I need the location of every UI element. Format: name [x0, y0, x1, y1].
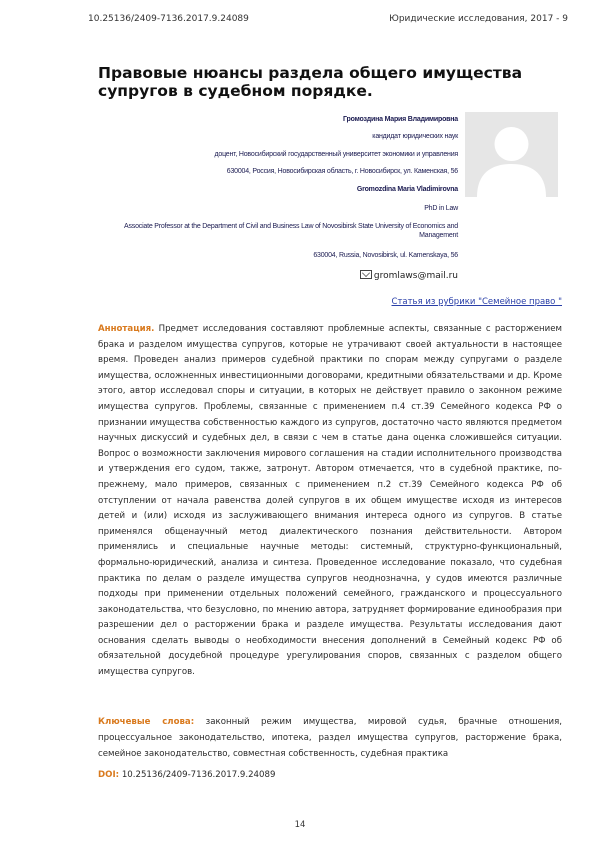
author-address-en: 630004, Russia, Novosibirsk, ul. Kamenskaya, 56	[313, 252, 458, 259]
rubric-link[interactable]: Статья из рубрики "Семейное право "	[391, 297, 562, 307]
author-photo	[465, 112, 558, 197]
envelope-icon	[360, 270, 372, 279]
doi-label: DOI:	[98, 770, 120, 780]
keywords	[98, 714, 562, 762]
email-text[interactable]: gromlaws@mail.ru	[373, 271, 458, 281]
header-journal: Юридические исследования, 2017 - 9	[389, 14, 568, 24]
page-number: 14	[294, 820, 306, 830]
author-position-ru: доцент, Новосибирский государственный университет экономики и управления	[214, 151, 458, 158]
abstract-text: Предмет исследования составляют проблемные аспекты, связанные с расторжением брака и разделом имущества супругов, которые не утрачивают своей актуальности в настоящее время. Проведен анализ примеров судебной практики по спорам между супругами о разделе имущества, осложненных инвестиционными договорами, кредитными обязательствами и др. Кроме этого, автор исследовал споры и ситуации, в которых не действует правило о законном режиме имущества супругов. Проблемы, связанные с применением п.4 ст.39 Семейного кодекса РФ о признании имущества собственностью каждого из супругов, достаточно часто являются предметом научных дискуссий и судебных дел, в связи с чем в статье дана оценка сложившейся ситуации. Вопрос о возможности заключения мирового соглашения на стадии исполнительного производства и утверждения его судом, также, затронут. Автором отмечается, что в судебной практике, по-прежнему, мало примеров, связанных с применением п.2 ст.39 Семейного кодекса РФ об отступлении от начала равенства долей супругов в их общем имуществе исходя из интересов детей и (или) исходя из заслуживающего внимания интереса одного из супругов. В статье применялся общенаучный метод диалектического познания действительности. Автором применялись и специальные научные методы: системный, структурно-функциональный, формально-юридический, анализа и синтеза. Проведенное исследование показало, что судебная практика по делам о разделе имущества супругов неоднозначна, у судов имеются различные подходы при применении отдельных положений семейного, гражданского и процессуального законодательства, что безусловно, по мнению автора, затрудняет формирование единообразия при разрешении дел о расторжении брака и разделе имущества. Результаты исследования дают основания сделать выводы о необходимости внесения дополнений в Семейный кодекс РФ об обязательной досудебной процедуре урегулирования споров, связанных с разделом общего имущества супругов.	[98, 324, 563, 678]
author-address-ru: 630004, Россия, Новосибирская область, г. Новосибирск, ул. Каменская, 56	[226, 168, 458, 175]
doi-value: 10.25136/2409-7136.2017.9.24089	[121, 770, 276, 780]
author-email[interactable]	[320, 270, 458, 281]
doi	[98, 770, 275, 780]
abstract-label: Аннотация.	[98, 324, 155, 334]
author-degree-ru: кандидат юридических наук	[372, 133, 458, 140]
keywords-text: законный режим имущества, мировой судья, брачные отношения, процессуальное законодательство, ипотека, раздел имущества супругов, расторжение брака, семейное законодательство, совместная собственность, судебная практика	[98, 717, 562, 759]
person-silhouette-icon	[465, 112, 558, 197]
author-name-en: Gromozdina Maria Vladimirovna	[356, 186, 458, 193]
author-position-en: Associate Professor at the Department of Civil and Business Law of Novosibirsk State University of Economics and Management	[124, 223, 458, 239]
keywords-label: Ключевые слова:	[98, 717, 195, 727]
abstract	[98, 322, 562, 681]
article-title: Правовые нюансы раздела общего имущества супругов в судебном порядке.	[98, 64, 523, 100]
header-doi: 10.25136/2409-7136.2017.9.24089	[88, 14, 249, 24]
author-degree-en: PhD in Law	[424, 205, 458, 212]
author-name-ru: Громоздина Мария Владимировна	[343, 116, 458, 123]
